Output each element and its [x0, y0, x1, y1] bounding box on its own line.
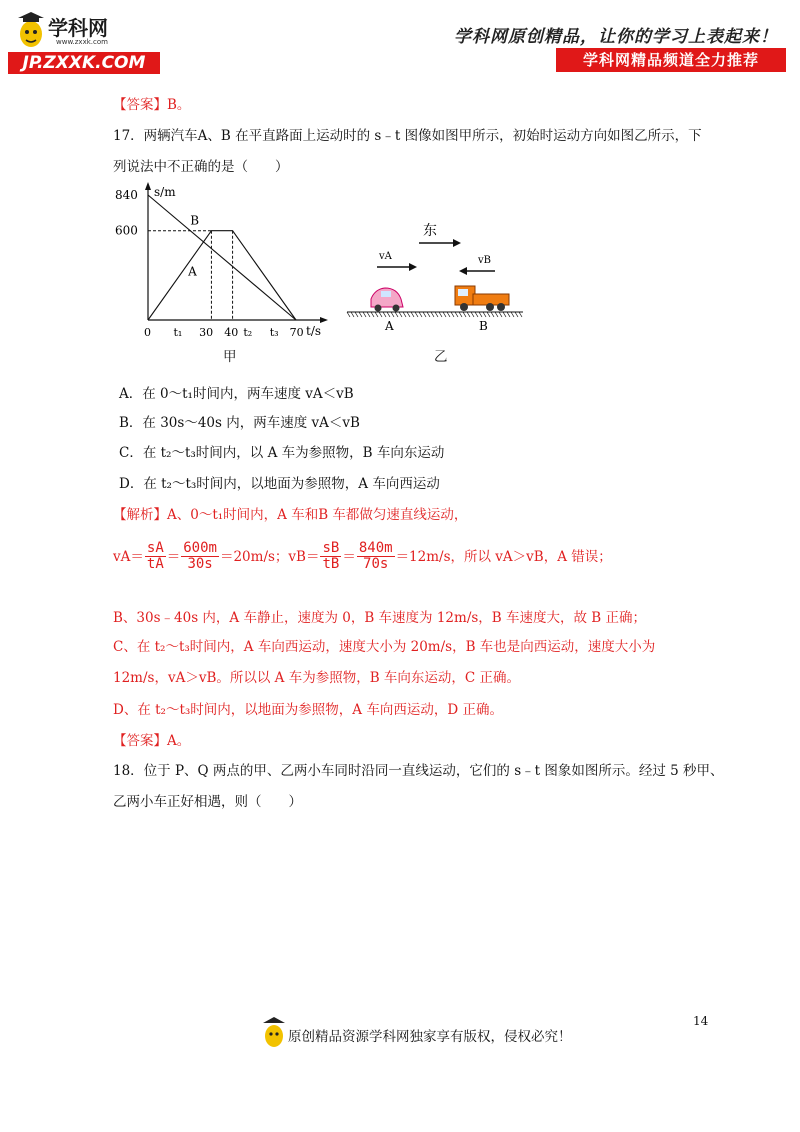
x-axis-arrow — [320, 317, 328, 323]
vB-arrow-head — [459, 267, 467, 275]
q17-stem-line1: 17．两辆汽车A、B 在平直路面上运动时的 s﹣t 图像如图甲所示，初始时运动方向如图乙所示，下 — [113, 128, 702, 144]
x-tick-label: t₃ — [269, 326, 279, 339]
vA-arrow-head — [409, 263, 417, 271]
frac-den: 70s — [363, 556, 389, 572]
east-label: 东 — [423, 223, 437, 239]
y-tick-label: 600 — [115, 223, 138, 238]
frac-den: tB — [322, 556, 340, 572]
logo-main-text: 学科网 — [48, 16, 108, 40]
fig-jia-caption: 甲 — [223, 349, 237, 365]
y-axis-arrow — [145, 182, 151, 190]
mascot-icon — [14, 10, 48, 52]
car-a-icon — [371, 288, 403, 312]
car-b-label: B — [479, 319, 488, 333]
x-axis-label: t/s — [306, 324, 322, 338]
east-arrow-head — [453, 239, 461, 247]
q18-stem-line1: 18．位于 P、Q 两点的甲、乙两小车同时沿同一直线运动，它们的 s﹣t 图象如图所示。经过 5 秒甲、 — [113, 763, 724, 779]
frac-num: 600m — [183, 540, 217, 556]
ground-hatching — [347, 312, 522, 317]
y-tick-label: 840 — [115, 188, 138, 202]
analysis-d: D、在 t₂～t₃时间内，以地面为参照物，A 车向西运动，D 正确。 — [113, 702, 503, 718]
option-c: C．在 t₂～t₃时间内，以 A 车为参照物，B 车向东运动 — [119, 445, 445, 461]
x-tick-label: t₁ — [173, 326, 183, 339]
q17-stem-line2: 列说法中不正确的是（ ） — [113, 159, 289, 175]
analysis-formula: vA＝ $\frac{sA}{tA}$ ＝ $\frac{600m}{30s}$ ＝20m/s；vB＝ $\frac{sB}{tB}$ ＝ $\frac{840m}{70s}$ ＝12m/s，所以 vA＞vB，A 错误； — [113, 540, 612, 572]
logo-domain: JP.ZXXK.COM — [8, 52, 160, 74]
x-tick-label: 70 — [289, 326, 304, 339]
frac-num: sA — [146, 540, 164, 556]
prev-answer: 【答案】B。 — [113, 97, 191, 113]
fraction-sA-tA — [145, 541, 166, 572]
y-axis-label: s/m — [154, 185, 176, 199]
q18-stem-line2: 乙两小车正好相遇，则（ ） — [113, 794, 302, 810]
frac-den: tA — [146, 556, 164, 572]
x-tick-label: 40 — [224, 326, 239, 339]
fig-yi-caption: 乙 — [434, 349, 448, 365]
frac-den: 30s — [187, 556, 213, 572]
footer-copyright: 原创精品资源学科网独家享有版权，侵权必究！ — [288, 1029, 572, 1045]
car-a-label: A — [385, 319, 394, 333]
zxxk-logo — [8, 10, 160, 72]
x-tick-label: t₂ — [243, 326, 253, 339]
analysis-b: B、30s﹣40s 内，A 车静止，速度为 0，B 车速度为 12m/s，B 车速度大，故 B 正确； — [113, 610, 647, 626]
analysis-c-line2: 12m/s，vA＞vB。所以以 A 车为参照物，B 车向东运动，C 正确。 — [113, 670, 521, 686]
cars-figure-yi — [345, 215, 525, 335]
series-label-a: A — [188, 264, 197, 279]
header-banner: 学科网精品频道全力推荐 — [556, 48, 786, 72]
page-number: 14 — [693, 1014, 709, 1028]
footer-mascot-icon — [262, 1016, 286, 1050]
series-line-b — [148, 195, 296, 320]
st-graph-jia — [110, 180, 330, 340]
vB-label: vB — [478, 255, 491, 266]
fraction-sB-tB — [320, 541, 341, 572]
option-d: D．在 t₂～t₃时间内，以地面为参照物，A 车向西运动 — [119, 476, 440, 492]
analysis-head: 【解析】A、0～t₁时间内，A 车和B 车都做匀速直线运动， — [113, 507, 468, 523]
q17-answer: 【答案】A。 — [113, 733, 191, 749]
header-slogan: 学科网原创精品，让你的学习上表起来！ — [454, 27, 778, 47]
series-label-b: B — [190, 213, 200, 228]
fraction-600-30 — [181, 541, 219, 572]
frac-num: 840m — [358, 540, 393, 556]
formula-tail: ＝12m/s，所以 vA＞vB，A 错误； — [395, 548, 612, 565]
vA-label: vA — [379, 251, 392, 262]
analysis-c-line1: C、在 t₂～t₃时间内，A 车向西运动，速度大小为 20m/s，B 车也是向西运动，速度大小为 — [113, 639, 656, 655]
series-line-a — [148, 231, 296, 320]
x-tick-label: 0 — [144, 326, 151, 339]
truck-b-icon — [455, 286, 509, 311]
logo-sub-text: www.zxxk.com — [56, 38, 108, 46]
x-tick-label: 30 — [199, 326, 214, 339]
option-a: A．在 0～t₁时间内，两车速度 vA＜vB — [119, 386, 354, 402]
frac-num: sB — [322, 540, 340, 556]
fraction-840-70 — [357, 541, 395, 572]
option-b: B．在 30s～40s 内，两车速度 vA＜vB — [119, 415, 360, 431]
formula-vA-prefix: vA＝ — [113, 548, 144, 565]
formula-mid: ＝20m/s；vB＝ — [219, 548, 320, 565]
